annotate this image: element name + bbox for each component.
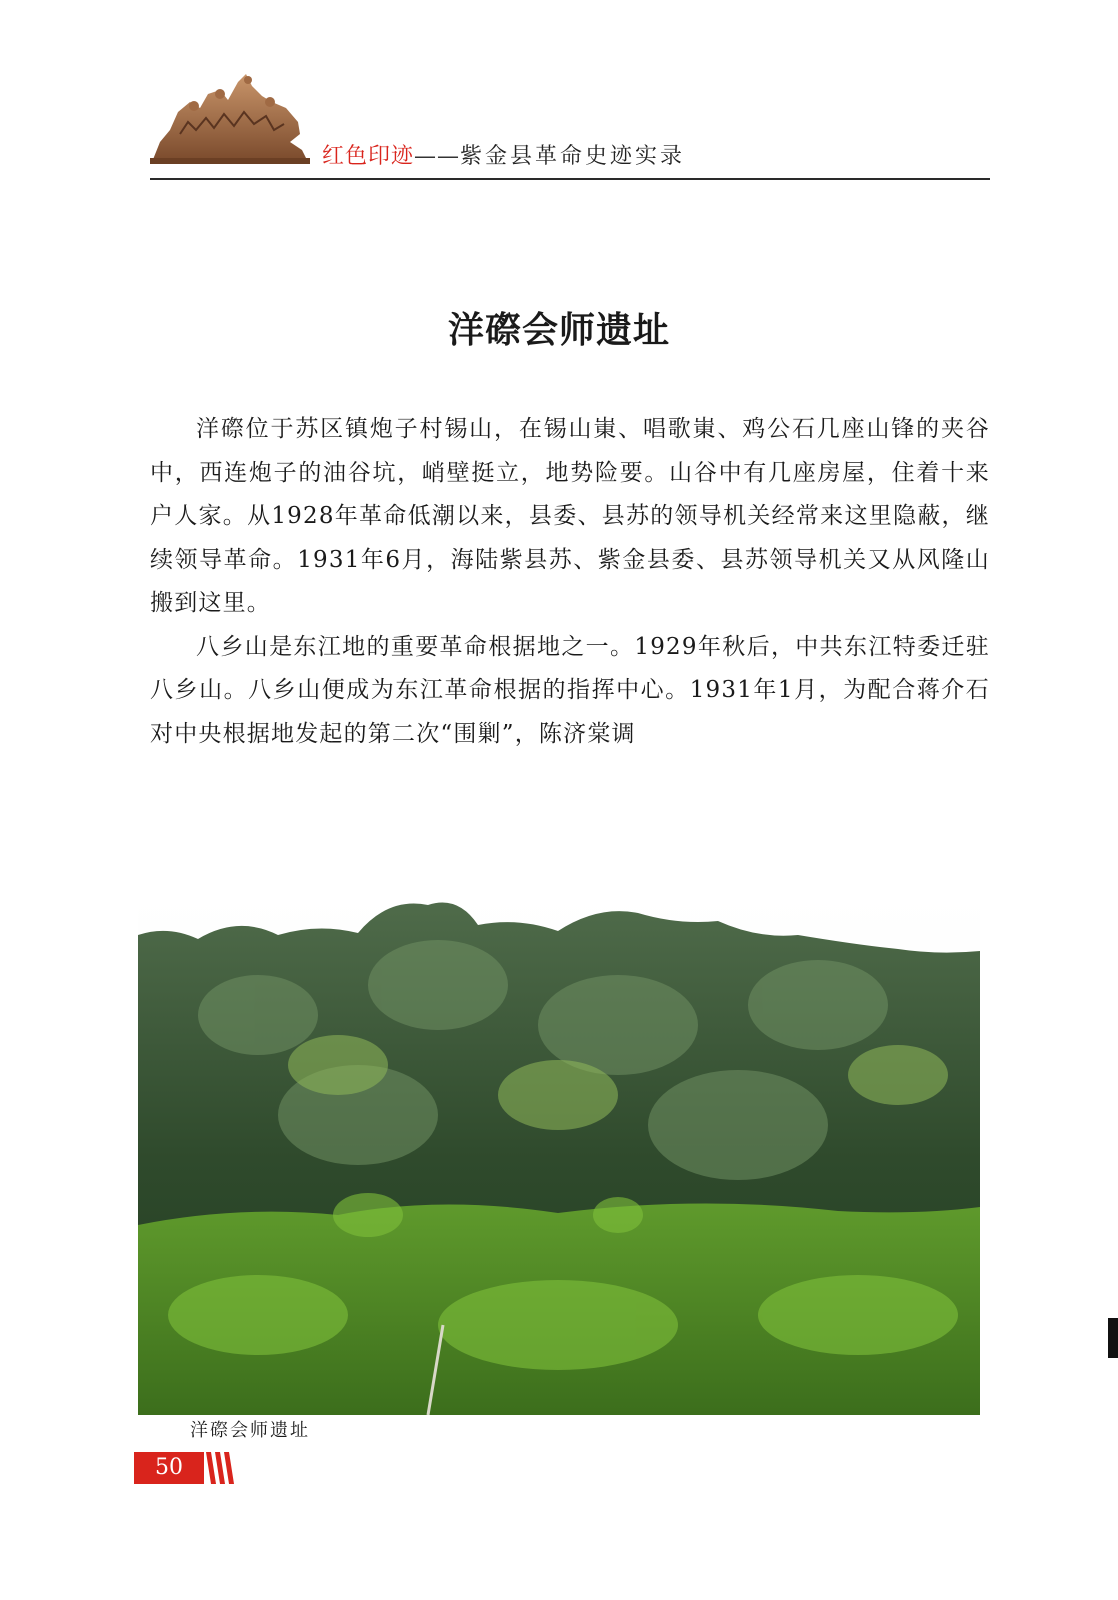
book-title: 紫金县革命史迹实录 — [460, 144, 686, 169]
paragraph-2: 八乡山是东江地的重要革命根据地之一。1929年秋后，中共东江特委迁驻八乡山。八乡山便成为东江革命根据的指挥中心。1931年1月，为配合蒋介石对中央根据地发起的第二次“围剿”，陈济棠调 — [150, 633, 990, 747]
page-number: 50 — [134, 1452, 204, 1484]
page-number-stripes-icon — [206, 1452, 236, 1484]
paragraph-1: 洋磜位于苏区镇炮子村锡山，在锡山崬、唱歌崬、鸡公石几座山锋的夹谷中，西连炮子的油谷坑，峭壁挺立，地势险要。山谷中有几座房屋，住着十来户人家。从1928年革命低潮以来，县委、县苏的领导机关经常来这里隐蔽，继续领导革命。1931年6月，海陆紫县苏、紫金县委、县苏领导机关又从风隆山搬到这里。 — [150, 416, 990, 616]
photo-caption: 洋磜会师遗址 — [190, 1420, 310, 1441]
header-rule — [150, 178, 990, 180]
running-header — [322, 139, 685, 170]
series-title: 红色印迹 — [322, 144, 415, 169]
header-dash: —— — [414, 144, 461, 169]
body-text — [150, 408, 990, 756]
page-edge-mark — [1108, 1318, 1118, 1358]
page-title: 洋磜会师遗址 — [447, 310, 670, 351]
header-sculpture-emblem — [150, 72, 310, 164]
forest-site-photo — [138, 895, 980, 1415]
